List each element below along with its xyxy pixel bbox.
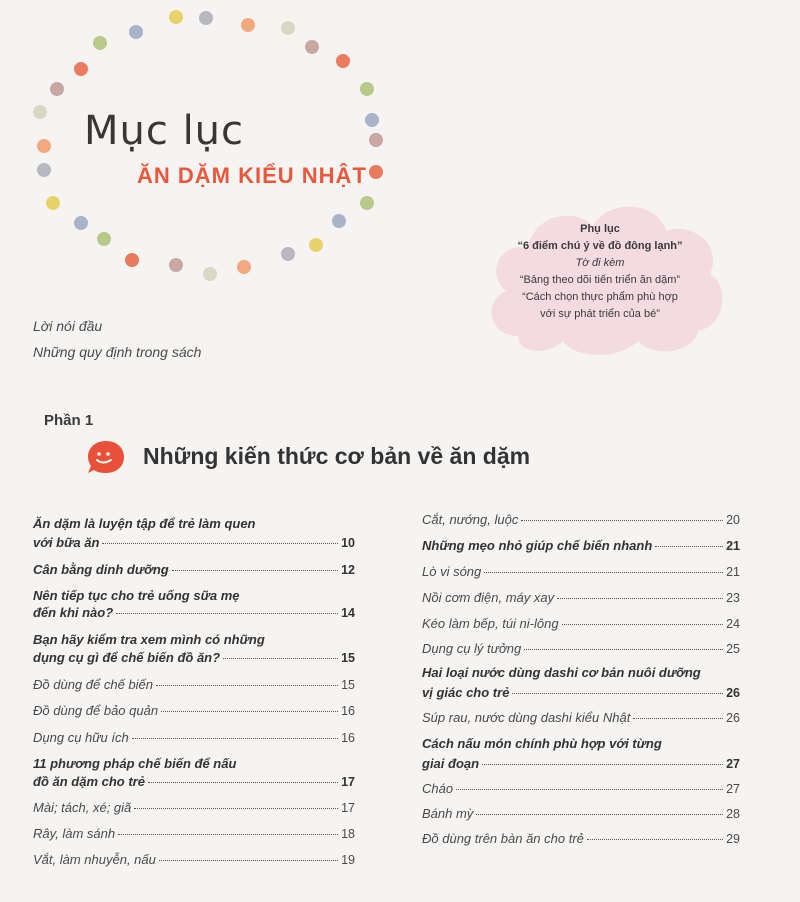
part-label: Phần 1 — [44, 412, 94, 429]
toc-entry[interactable]: Đồ dùng trên bàn ăn cho trẻ 29 — [422, 831, 740, 846]
toc-entry[interactable]: Kéo làm bếp, túi ni-lông 24 — [422, 616, 740, 631]
toc-entry-line[interactable]: Nên tiếp tục cho trẻ uống sữa mẹ — [33, 588, 240, 603]
appendix-line4: “Cách chọn thực phẩm phù hợp — [522, 291, 678, 303]
decorative-dot — [129, 25, 143, 39]
decorative-dot — [37, 139, 51, 153]
decorative-dot — [50, 82, 64, 96]
toc-entry[interactable]: vị giác cho trẻ 26 — [422, 685, 740, 700]
decorative-dot — [360, 196, 374, 210]
decorative-dot — [305, 40, 319, 54]
decorative-dot — [169, 10, 183, 24]
appendix-heading: Phụ lục — [580, 223, 620, 235]
decorative-dot — [365, 113, 379, 127]
toc-entry-line[interactable]: Ăn dặm là luyện tập để trẻ làm quen — [33, 516, 256, 531]
toc-entry[interactable]: Cân bằng dinh dưỡng 12 — [33, 562, 355, 577]
toc-entry[interactable]: Nồi cơm điện, máy xay 23 — [422, 590, 740, 605]
toc-entry[interactable]: Cháo 27 — [422, 781, 740, 796]
decorative-dot — [241, 18, 255, 32]
page-title: Mục lục — [84, 108, 245, 154]
decorative-dot — [46, 196, 60, 210]
decorative-dot — [360, 82, 374, 96]
toc-entry-line[interactable]: 11 phương pháp chế biến để nấu — [33, 756, 237, 771]
book-subtitle: ĂN DẶM KIỂU NHẬT — [137, 163, 367, 188]
decorative-dot — [369, 165, 383, 179]
decorative-dot — [281, 247, 295, 261]
toc-entry[interactable]: với bữa ăn 10 — [33, 535, 355, 550]
appendix-text — [470, 221, 730, 323]
decorative-dot — [125, 253, 139, 267]
toc-entry-line[interactable]: Bạn hãy kiểm tra xem mình có những — [33, 632, 265, 647]
decorative-dot — [199, 11, 213, 25]
toc-entry[interactable]: Lò vi sóng 21 — [422, 564, 740, 579]
toc-entry[interactable]: Dụng cụ lý tưởng 25 — [422, 641, 740, 656]
toc-entry[interactable]: Những mẹo nhỏ giúp chế biến nhanh 21 — [422, 538, 740, 553]
decorative-dot — [33, 105, 47, 119]
toc-entry-line[interactable]: Cách nấu món chính phù hợp với từng — [422, 736, 662, 751]
toc-entry[interactable]: đồ ăn dặm cho trẻ 17 — [33, 774, 355, 789]
toc-entry[interactable]: dụng cụ gì để chế biến đồ ăn? 15 — [33, 650, 355, 665]
part-title: Những kiến thức cơ bản về ăn dặm — [143, 443, 531, 469]
toc-entry[interactable]: Vắt, làm nhuyễn, nấu 19 — [33, 852, 355, 867]
decorative-dot — [237, 260, 251, 274]
decorative-dot — [336, 54, 350, 68]
decorative-dot — [369, 133, 383, 147]
decorative-dot — [309, 238, 323, 252]
toc-entry[interactable]: Mài; tách, xé; giã 17 — [33, 800, 355, 815]
toc-entry[interactable]: Rây, làm sánh 18 — [33, 826, 355, 841]
appendix-line5: với sự phát triển của bé” — [540, 308, 660, 320]
appendix-line1: “6 điểm chú ý về đồ đông lạnh” — [517, 240, 683, 252]
appendix-line3: “Bảng theo dõi tiến triển ăn dặm” — [519, 274, 681, 286]
decorative-dot — [93, 36, 107, 50]
toc-entry[interactable]: Đồ dùng để bảo quản 16 — [33, 703, 355, 718]
rules-link[interactable]: Những quy định trong sách — [33, 344, 202, 360]
toc-entry[interactable]: Dụng cụ hữu ích 16 — [33, 730, 355, 745]
decorative-dot — [74, 62, 88, 76]
toc-entry[interactable]: giai đoạn 27 — [422, 756, 740, 771]
decorative-dot — [332, 214, 346, 228]
decorative-dot — [169, 258, 183, 272]
toc-entry[interactable]: Súp rau, nước dùng dashi kiểu Nhật 26 — [422, 710, 740, 725]
toc-entry-line[interactable]: Hai loại nước dùng dashi cơ bản nuôi dưỡng — [422, 665, 701, 680]
toc-entry[interactable]: Cắt, nướng, luộc 20 — [422, 512, 740, 527]
toc-entry[interactable]: Đồ dùng để chế biến 15 — [33, 677, 355, 692]
decorative-dot — [37, 163, 51, 177]
appendix-line2: Tờ đi kèm — [575, 257, 625, 269]
decorative-dot — [281, 21, 295, 35]
decorative-dot — [97, 232, 111, 246]
foreword-link[interactable]: Lời nói đầu — [33, 318, 103, 334]
decorative-dot — [203, 267, 217, 281]
smiley-speech-icon — [86, 437, 126, 477]
toc-entry[interactable]: Bánh mỳ 28 — [422, 806, 740, 821]
toc-entry[interactable]: đến khi nào? 14 — [33, 605, 355, 620]
decorative-dot — [74, 216, 88, 230]
